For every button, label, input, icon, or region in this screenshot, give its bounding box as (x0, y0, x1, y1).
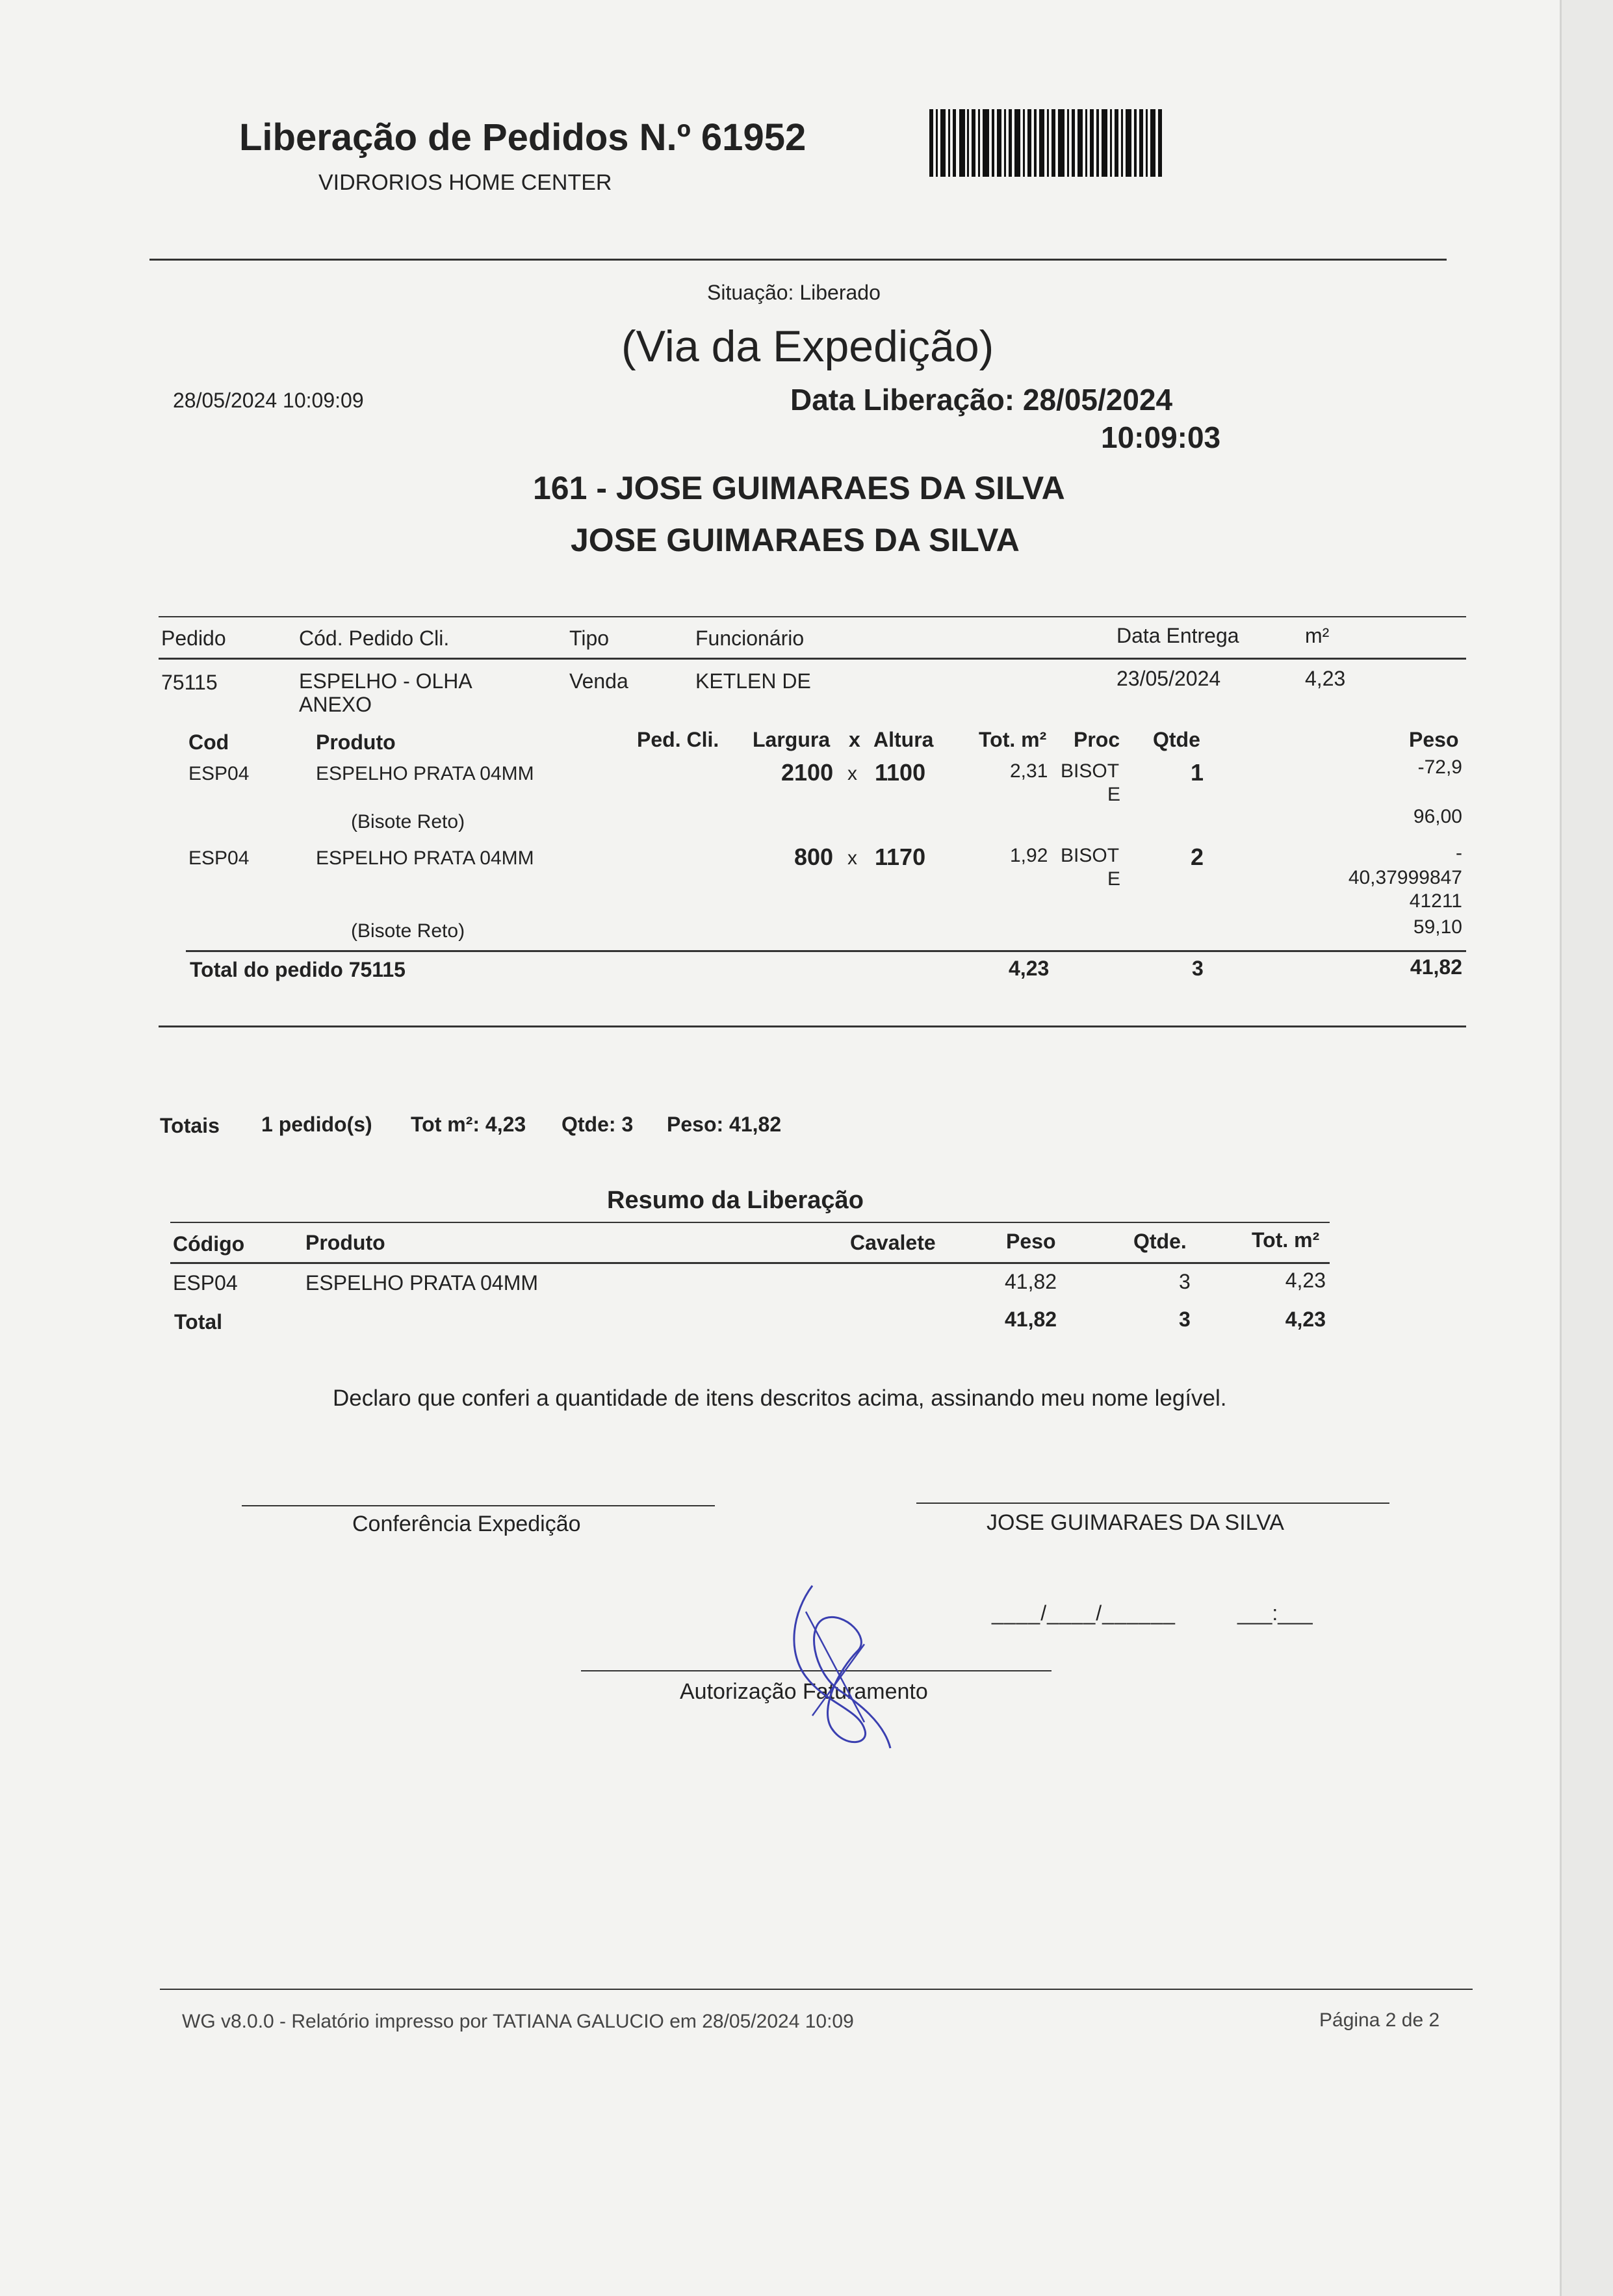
resumo-col-produto: Produto (305, 1231, 385, 1254)
resumo-total-label: Total (174, 1310, 223, 1334)
item-2-peso-a: - (1456, 842, 1462, 864)
totais-m2: Tot m²: 4,23 (411, 1113, 526, 1136)
resumo-col-qtde: Qtde. (1133, 1230, 1187, 1253)
header-divider (149, 259, 1447, 261)
order-table-top-line-full (159, 616, 1466, 617)
item-1-cod: ESP04 (188, 763, 250, 784)
resumo-row-qtde: 3 (1179, 1270, 1191, 1293)
time-blank: ___:___ (1237, 1601, 1313, 1625)
resumo-row-produto: ESPELHO PRATA 04MM (305, 1271, 539, 1295)
order-table-header-line (159, 658, 1466, 660)
order-cod-line2: ANEXO (299, 693, 372, 716)
resumo-total-tot-m2: 4,23 (1285, 1308, 1326, 1331)
item-2-qtde: 2 (1191, 844, 1204, 870)
item-col-produto: Produto (316, 730, 396, 754)
order-total-label: Total do pedido 75115 (190, 958, 406, 981)
item-1-produto: ESPELHO PRATA 04MM (316, 763, 534, 784)
item-2-altura: 1170 (875, 844, 926, 870)
item-col-peso: Peso (1409, 728, 1459, 751)
situacao-text: Situação: Liberado (707, 281, 881, 304)
item-1-largura: 2100 (781, 759, 834, 786)
item-2-largura: 800 (794, 844, 834, 870)
col-pedido: Pedido (161, 626, 226, 650)
resumo-col-codigo: Código (173, 1232, 245, 1256)
item-col-altura: Altura (873, 728, 934, 751)
item-1-proc-cont: E (1107, 784, 1121, 805)
item-2-peso-c: 41211 (1409, 890, 1462, 912)
client-sign-line (916, 1503, 1389, 1504)
order-total-line (186, 950, 1466, 952)
autorizacao-label: Autorização Faturamento (680, 1679, 928, 1704)
item-1-tot-m2: 2,31 (1010, 760, 1048, 782)
col-m2: m² (1305, 624, 1330, 647)
data-liberacao: Data Liberação: 28/05/2024 (790, 383, 1173, 417)
item-col-ped-cli: Ped. Cli. (637, 728, 719, 751)
resumo-row-peso: 41,82 (1005, 1270, 1057, 1293)
order-cod-line1: ESPELHO - OLHA (299, 669, 472, 693)
handwritten-signature (767, 1573, 897, 1755)
item-2-proc-cont: E (1107, 868, 1121, 890)
report-title: Liberação de Pedidos N.º 61952 (239, 116, 806, 159)
order-tipo: Venda (569, 669, 628, 693)
order-total-peso: 41,82 (1410, 955, 1462, 979)
item-2-cod: ESP04 (188, 847, 250, 869)
totais-qtde: Qtde: 3 (561, 1113, 634, 1136)
item-2-tot-m2: 1,92 (1010, 845, 1048, 866)
resumo-col-cavalete: Cavalete (850, 1231, 936, 1254)
order-data-entrega: 23/05/2024 (1116, 667, 1221, 690)
item-2-peso-b: 40,37999847 (1348, 867, 1462, 888)
item-2-peso-d: 59,10 (1413, 916, 1462, 938)
col-cod-pedido-cli: Cód. Pedido Cli. (299, 626, 450, 650)
footer-line (160, 1989, 1473, 1990)
order-funcionario: KETLEN DE (695, 669, 811, 693)
order-m2: 4,23 (1305, 667, 1346, 690)
data-liberacao-time: 10:09:03 (1101, 420, 1221, 454)
conferencia-label: Conferência Expedição (352, 1512, 581, 1536)
item-2-note: (Bisote Reto) (351, 920, 465, 942)
col-tipo: Tipo (569, 626, 610, 650)
client-line-1: 161 - JOSE GUIMARAES DA SILVA (533, 470, 1065, 506)
totais-label: Totais (160, 1114, 220, 1137)
item-col-cod: Cod (188, 730, 229, 754)
item-1-qtde: 1 (1191, 759, 1204, 786)
item-1-proc: BISOT (1061, 760, 1120, 782)
col-data-entrega: Data Entrega (1116, 624, 1239, 647)
resumo-top-line (170, 1222, 1330, 1223)
resumo-total-qtde: 3 (1179, 1308, 1191, 1331)
resumo-title: Resumo da Liberação (607, 1187, 864, 1214)
barcode-icon (929, 109, 1162, 177)
order-total-qtde: 3 (1192, 957, 1204, 980)
item-2-proc: BISOT (1061, 845, 1120, 866)
resumo-header-line (170, 1262, 1330, 1264)
item-col-largura: Largura (753, 728, 831, 751)
conferencia-line (242, 1505, 715, 1506)
order-table-bottom-line (159, 1025, 1466, 1027)
via-title: (Via da Expedição) (621, 322, 994, 371)
order-total-m2: 4,23 (1009, 957, 1050, 980)
client-line-2: JOSE GUIMARAES DA SILVA (571, 522, 1020, 558)
resumo-total-peso: 41,82 (1005, 1308, 1057, 1331)
item-1-altura: 1100 (875, 759, 926, 786)
resumo-col-peso: Peso (1006, 1230, 1056, 1253)
printed-datetime: 28/05/2024 10:09:09 (173, 389, 364, 412)
resumo-row-tot-m2: 4,23 (1285, 1269, 1326, 1292)
resumo-col-tot-m2: Tot. m² (1252, 1228, 1320, 1252)
item-2-produto: ESPELHO PRATA 04MM (316, 847, 534, 869)
declaration-text: Declaro que conferi a quantidade de itens descritos acima, assinando meu nome legível. (333, 1386, 1227, 1411)
item-col-tot-m2: Tot. m² (979, 728, 1047, 751)
item-2-x: x (847, 847, 857, 869)
client-sign-name: JOSE GUIMARAES DA SILVA (987, 1510, 1284, 1535)
item-col-qtde: Qtde (1153, 728, 1200, 751)
footer-page: Página 2 de 2 (1319, 2009, 1440, 2031)
resumo-row-codigo: ESP04 (173, 1271, 238, 1295)
totais-peso: Peso: 41,82 (667, 1113, 782, 1136)
item-1-peso-b: 96,00 (1413, 806, 1462, 827)
company-name: VIDRORIOS HOME CENTER (318, 170, 612, 195)
item-1-x: x (847, 763, 857, 784)
item-1-peso-a: -72,9 (1417, 756, 1462, 778)
order-pedido: 75115 (161, 671, 218, 694)
totais-pedidos: 1 pedido(s) (261, 1113, 372, 1136)
item-1-note: (Bisote Reto) (351, 811, 465, 832)
item-col-x: x (849, 728, 860, 751)
footer-left: WG v8.0.0 - Relatório impresso por TATIANA GALUCIO em 28/05/2024 10:09 (182, 2011, 854, 2032)
date-blank: ____/____/______ (992, 1601, 1176, 1625)
col-funcionario: Funcionário (695, 626, 805, 650)
item-col-proc: Proc (1074, 728, 1120, 751)
